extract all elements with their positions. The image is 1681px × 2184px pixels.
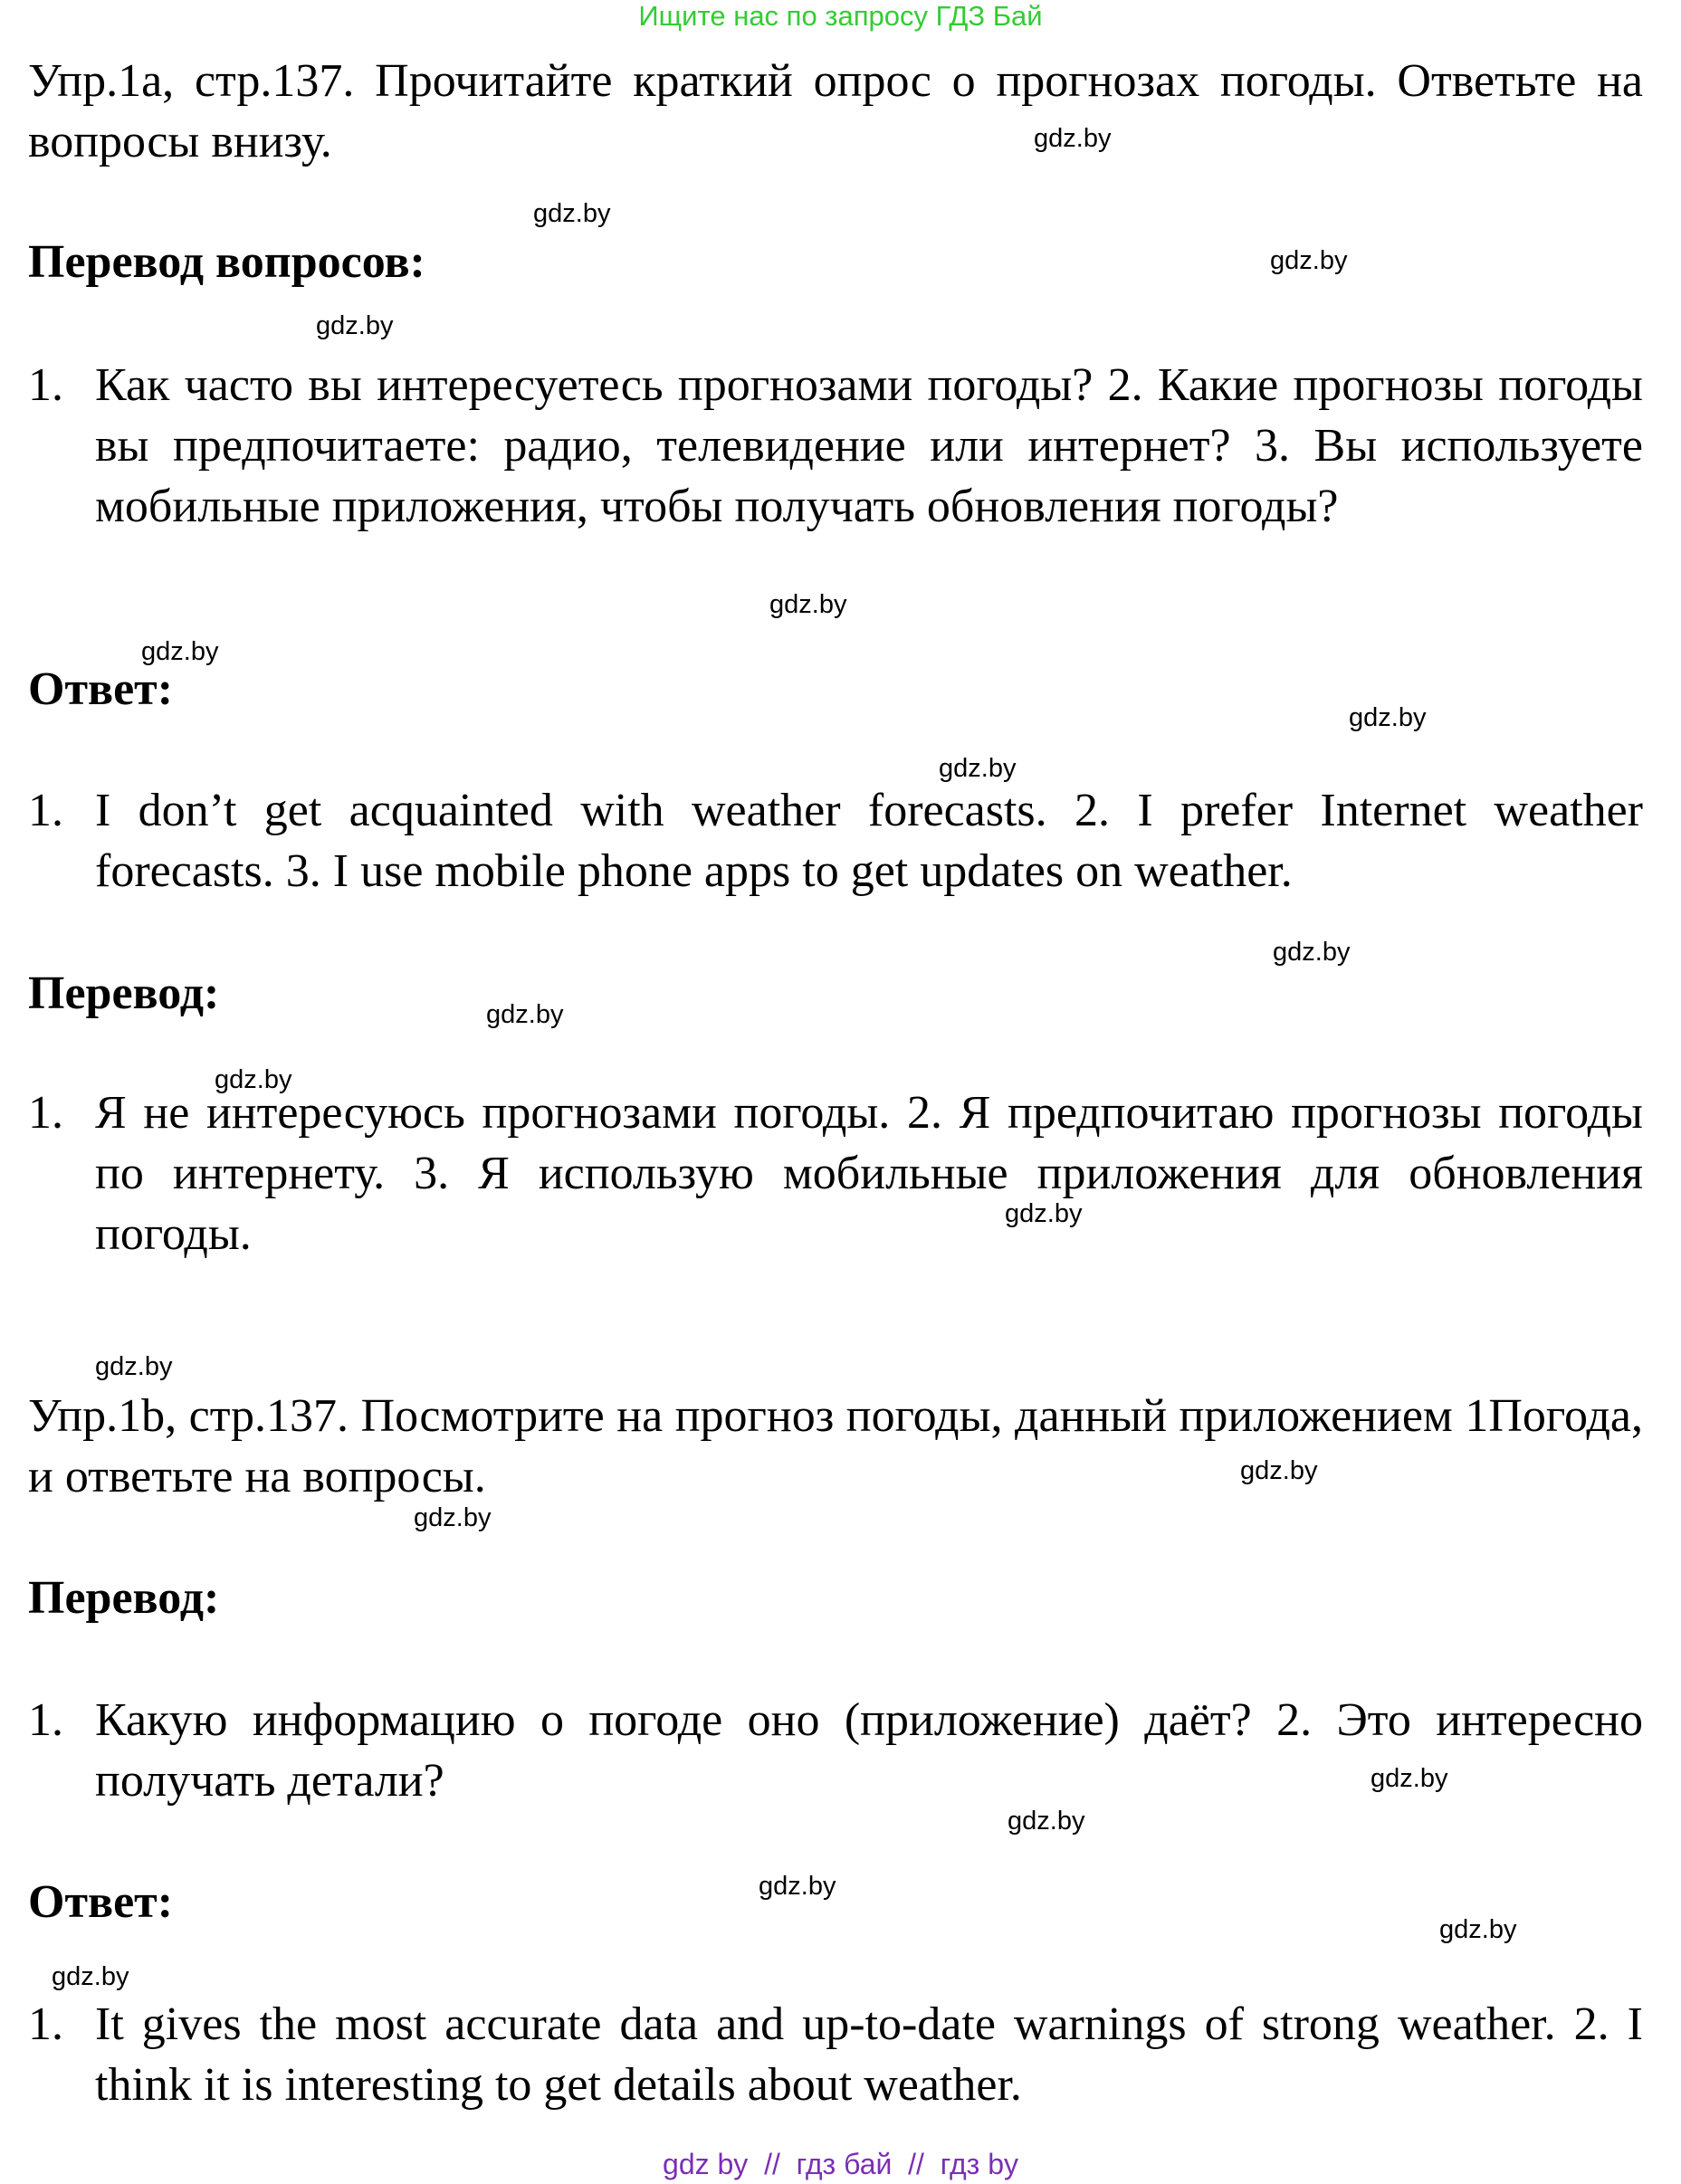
exercise-1a-answer-heading: Ответ:: [28, 663, 174, 715]
watermark: gdz.by: [759, 1872, 836, 1901]
watermark: gdz.by: [1349, 703, 1427, 732]
watermark: gdz.by: [316, 311, 394, 340]
watermark: gdz.by: [939, 754, 1017, 783]
watermark: gdz.by: [1240, 1456, 1318, 1485]
watermark: gdz.by: [141, 637, 219, 666]
watermark: gdz.by: [769, 590, 847, 619]
footer-links: gdz by // гдз бай // гдз by: [663, 2148, 1018, 2180]
exercise-1a-questions-text: Как часто вы интересуетесь прогнозами погоды? 2. Какие прогнозы погоды вы предпочитаете: радио, телевидение или интернет? 3. Вы используете мобильные приложения, чтобы получать обновления погоды?: [95, 359, 1643, 532]
watermark: gdz.by: [533, 199, 611, 228]
top-banner: Ищите нас по запросу ГДЗ Бай: [638, 0, 1043, 32]
watermark: gdz.by: [52, 1962, 129, 1991]
exercise-1b-translation-heading: Перевод:: [28, 1572, 220, 1624]
list-number: 1.: [28, 1087, 63, 1139]
exercise-1a-translation-item: [28, 1082, 1643, 1264]
watermark: gdz.by: [1273, 938, 1351, 967]
exercise-1a-answer-text: I don’t get acquainted with weather forecasts. 2. I prefer Internet weather forecasts. 3. I use mobile phone apps to get updates on weather.: [95, 785, 1643, 897]
watermark: gdz.by: [95, 1352, 173, 1381]
watermark: gdz.by: [1270, 246, 1348, 275]
watermark: gdz.by: [1034, 124, 1112, 153]
list-number: 1.: [28, 785, 63, 836]
exercise-1a-translation-text: Я не интересуюсь прогнозами погоды. 2. Я предпочитаю прогнозы погоды по интернету. 3. Я использую мобильные приложения для обновления погоды.: [95, 1087, 1643, 1260]
watermark: gdz.by: [1005, 1199, 1083, 1228]
watermark: gdz.by: [486, 1000, 564, 1029]
watermark: gdz.by: [215, 1065, 292, 1094]
exercise-1a-questions-item: [28, 355, 1643, 537]
exercise-1a-task: Упр.1a, стр.137. Прочитайте краткий опрос о прогнозах погоды. Ответьте на вопросы внизу.: [28, 55, 1643, 167]
watermark: gdz.by: [414, 1503, 492, 1532]
watermark: gdz.by: [1371, 1764, 1448, 1793]
exercise-1b-answer-heading: Ответ:: [28, 1876, 174, 1928]
exercise-1a-questions-heading: Перевод вопросов:: [28, 236, 425, 288]
exercise-1b-answer-text: It gives the most accurate data and up-to-date warnings of strong weather. 2. I think it is interesting to get details about weather.: [95, 1998, 1643, 2111]
list-number: 1.: [28, 1694, 63, 1746]
list-number: 1.: [28, 359, 63, 411]
exercise-1b-task: Упр.1b, стр.137. Посмотрите на прогноз погоды, данный приложением 1Погода, и ответьте на вопросы.: [28, 1390, 1643, 1502]
exercise-1b-answer-item: [28, 1994, 1643, 2115]
exercise-1a-answer-item: [28, 780, 1643, 901]
exercise-1b-questions-text: Какую информацию о погоде оно (приложение) даёт? 2. Это интересно получать детали?: [95, 1694, 1643, 1807]
watermark: gdz.by: [1439, 1915, 1517, 1944]
watermark: gdz.by: [1008, 1807, 1085, 1836]
list-number: 1.: [28, 1998, 63, 2050]
exercise-1a-translation-heading: Перевод:: [28, 968, 220, 1019]
